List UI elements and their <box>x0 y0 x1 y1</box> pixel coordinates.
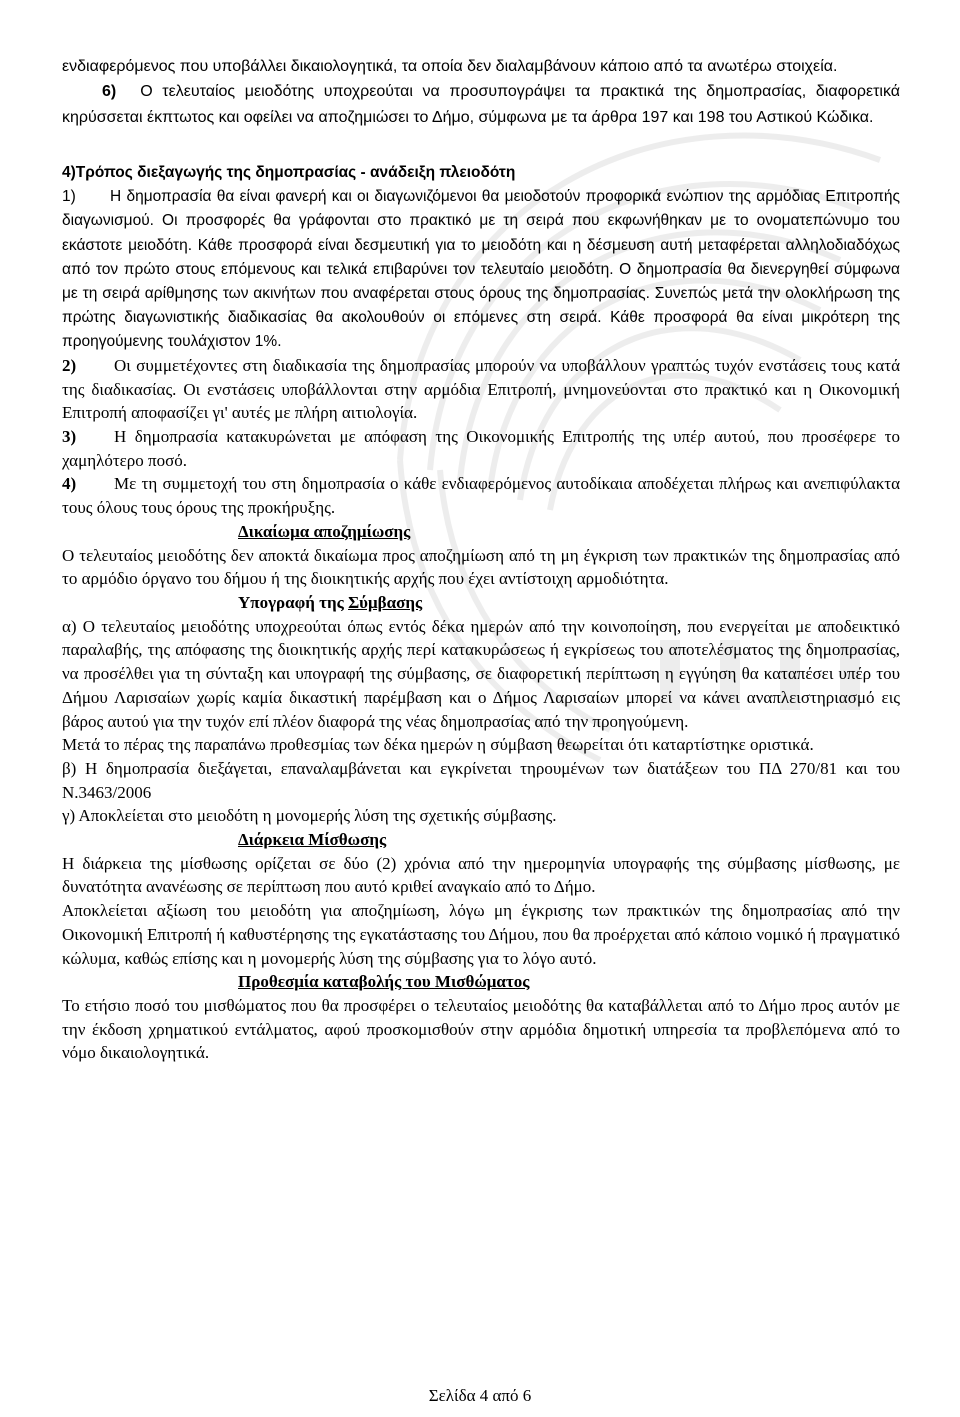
paragraph-3-number: 3) <box>62 427 77 447</box>
signature-paragraph-a: α) Ο τελευταίος μειοδότης υποχρεούται όπως εντός δέκα ημερών από την κοινοποίηση, που ενεργείται με αποδεικτικό παραλαβής, της απόφασης της διοικητικής αρχής περί κατακυρώσεως ή εγκρίσεως του αποτελέσματος της δημοπρασίας, να προσέλθει για τη σύνταξη και υπογραφή της σύμβασης, σε διαφορετική περίπτωση η εγγύηση θα καταπέσει υπέρ του Δήμου Λαρισαίων χωρίς καμία δικαστική παρέμβαση και ο Δήμος Λαρισαίων μπορεί να κάνει αναπλειστηριασμό εις βάρος αυτού για την τυχόν επί πλέον διαφορά της νέας δημοπρασίας από την προηγούμενη. <box>62 616 900 731</box>
section-4-block <box>62 161 900 354</box>
duration-paragraph-1: Η διάρκεια της μίσθωσης ορίζεται σε δύο (2) χρόνια από την ημερομηνία υπογραφής της σύμβασης μίσθωσης, με δυνατότητα ανανέωσης σε περίπτωση που αυτό κριθεί αναγκαίο από το Δήμο. <box>62 853 900 897</box>
paragraph-2-text: Οι συμμετέχοντες στη διαδικασία της δημοπρασίας μπορούν να υποβάλλουν γραπτώς τυχόν ενστάσεις τους κατά της διαδικασίας. Οι ενστάσεις υποβάλλονται στην αρμόδια Επιτροπή, μνημονεύονται στο πρακτικό και η Οικονομική Επιτροπή αποφασίζει γι' αυτές με πλήρη αιτιολογία. <box>62 355 900 423</box>
payment-heading: Προθεσμία καταβολής του Μισθώματος <box>238 972 530 992</box>
intro-paragraph: ενδιαφερόμενος που υποβάλλει δικαιολογητικά, τα οποία δεν διαλαμβάνουν κάποιο από τα ανωτέρω στοιχεία. <box>62 58 838 75</box>
section-4-paragraph-1 <box>62 185 900 354</box>
paragraph-1-number: 1) <box>62 188 76 206</box>
document-page <box>62 54 900 1065</box>
paragraph-2 <box>62 354 900 425</box>
paragraph-2-number: 2) <box>62 355 77 375</box>
intro-block <box>62 54 900 130</box>
paragraph-3 <box>62 425 900 472</box>
signature-paragraph-b: β) Η δημοπρασία διεξάγεται, επαναλαμβάνεται και εγκρίνεται τηρουμένων των διατάξεων του ΠΔ 270/81 και του Ν.3463/2006 <box>62 758 900 802</box>
signature-heading <box>62 591 900 615</box>
item-6-text: Ο τελευταίος μειοδότης υποχρεούται να προσυπογράψει τα πρακτικά της δημοπρασίας, διαφορετικά κηρύσσεται έκπτωτος και οφείλει να αποζημιώσει το Δήμο, σύμφωνα με τα άρθρα 197 και 198 του Αστικού Κώδικα. <box>62 83 900 126</box>
paragraph-1-text: Η δημοπρασία θα είναι φανερή και οι διαγωνιζόμενοι θα μειοδοτούν προφορικά ενώπιον της αρμόδιας Επιτροπής διαγωνισμού. Οι προσφορές θα γράφονται στο πρακτικό με τη σειρά που εκφωνήθηκαν με το ονοματεπώνυμο του εκάστοτε μειοδότη. Κάθε προσφορά είναι δεσμευτική για το μειοδότη και η δέσμευση αυτή μεταφέρεται αλληλοδιαδόχως από τον πρώτο στους επόμενους και τελικά επιβαρύνει τον τελευταίο μειοδότη. Ο δημοπρασία θα διενεργηθεί σύμφωνα με τη σειρά αρίθμησης των ακινήτων που αναφέρεται στους όρους της δημοπρασίας. Συνεπώς μετά την ολοκλήρωση της πρώτης διαγωνιστικής διαδικασίας θα ακολουθούν οι επόμενες στη σειρά. Κάθε προσφορά θα είναι μικρότερη της προηγούμενης τουλάχιστον 1%. <box>62 188 900 350</box>
duration-paragraph-2: Αποκλείεται αξίωση του μειοδότη για αποζημίωση, λόγω μη έγκρισης των πρακτικών της δημοπρασίας από την Οικονομική Επιτροπή ή καθυστέρησης της εγκατάστασης του Δήμου, που θα προέρχεται από κάποιο νομικό ή πραγματικό κώλυμα, καθώς επίσης και η μονομερής λύση της σύμβασης για το λόγο αυτό. <box>62 901 900 968</box>
section-4-heading: 4)Τρόπος διεξαγωγής της δημοπρασίας - ανάδειξη πλειοδότη <box>62 164 516 182</box>
paragraph-4-text: Με τη συμμετοχή του στη δημοπρασία ο κάθε ενδιαφερόμενος αυτοδίκαια αποδέχεται πλήρως και ανεπιφύλακτα τους όλους τους όρους της προκήρυξης. <box>62 474 900 518</box>
main-block <box>62 354 900 1065</box>
paragraph-4 <box>62 472 900 519</box>
signature-heading-part-2: Σύμβασης <box>348 593 423 612</box>
compensation-heading: Δικαίωμα αποζημίωσης <box>238 521 411 541</box>
signature-heading-part-1: Υπογραφή της <box>238 593 349 612</box>
signature-paragraph-after: Μετά το πέρας της παραπάνω προθεσμίας των δέκα ημερών η σύμβαση θεωρείται ότι καταρτίστηκε οριστικά. <box>62 735 814 755</box>
intro-item-6 <box>62 79 900 130</box>
compensation-paragraph: Ο τελευταίος μειοδότης δεν αποκτά δικαίωμα προς αποζημίωση από τη μη έγκριση των πρακτικών της δημοπρασίας από το αρμόδιο όργανο του δήμου ή της διοικητικής αρχής που έχει αντίστοιχη αρμοδιότητα. <box>62 545 900 589</box>
paragraph-3-text: Η δημοπρασία κατακυρώνεται με απόφαση της Οικονομικής Επιτροπής της υπέρ αυτού, που προσέφερε το χαμηλότερο ποσό. <box>62 427 900 470</box>
signature-paragraph-c: γ) Αποκλείεται στο μειοδότη η μονομερής λύση της σχετικής σύμβασης. <box>62 806 557 826</box>
paragraph-4-number: 4) <box>62 474 77 494</box>
duration-heading: Διάρκεια Μίσθωσης <box>238 830 387 850</box>
item-6-number: 6) <box>102 83 117 101</box>
payment-paragraph: Το ετήσιο ποσό του μισθώματος που θα προσφέρει ο τελευταίος μειοδότης θα καταβάλλεται από το Δήμο προς αυτόν με την έκδοση χρηματικού εντάλματος, αφού προσκομισθούν στην αρμόδια δημοτική υπηρεσία τα προβλεπόμενα από το νόμο δικαιολογητικά. <box>62 995 900 1063</box>
page-number-footer: Σελίδα 4 από 6 <box>428 1386 532 1405</box>
